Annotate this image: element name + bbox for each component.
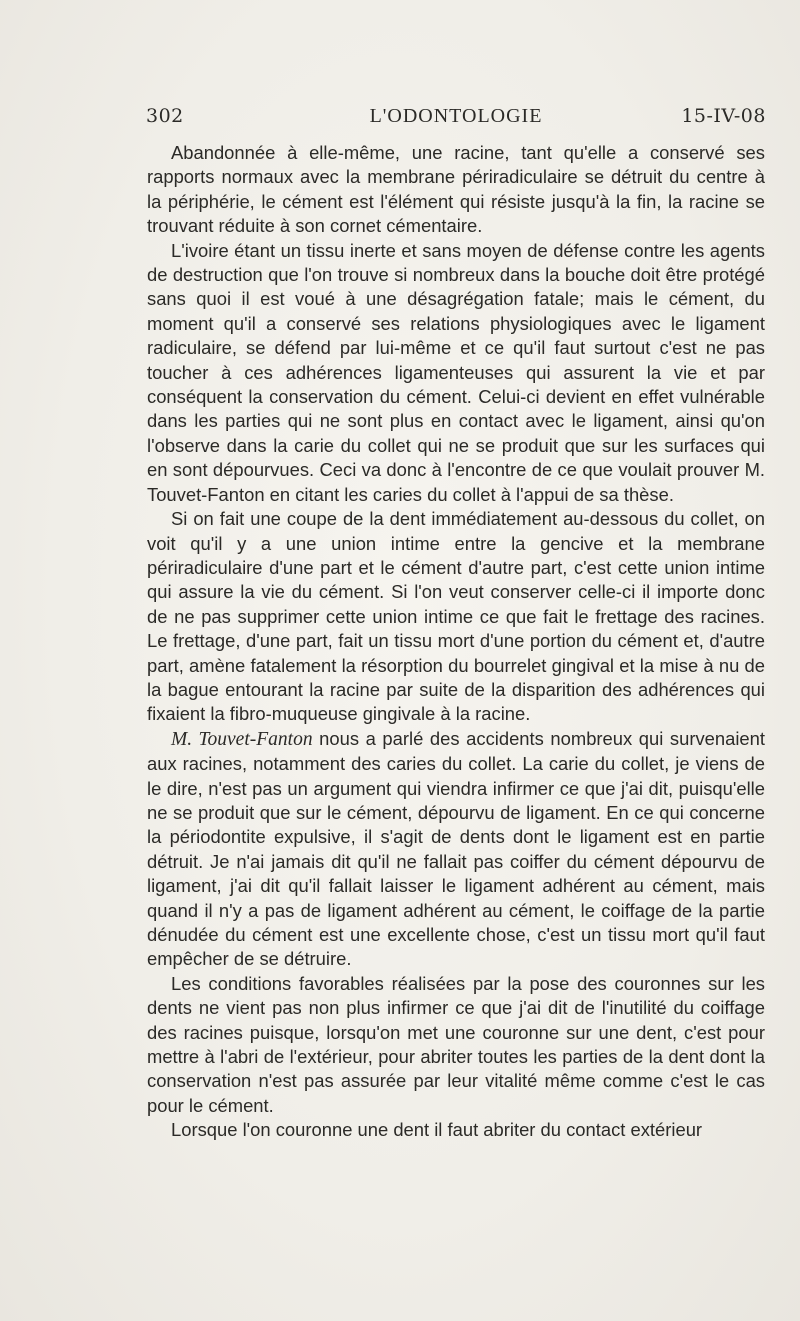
issue-date: 15-IV-08 bbox=[681, 105, 766, 127]
paragraph: Abandonnée à elle-même, une racine, tant qu'elle a conservé ses rapports normaux avec la membrane périradiculaire se détruit du centre à la périphérie, le cément est l'élément qui résiste jusqu'à la fin, la racine se trouvant réduite à son cornet cémentaire. bbox=[147, 142, 765, 237]
paragraph bbox=[147, 727, 765, 972]
paragraph: L'ivoire étant un tissu inerte et sans moyen de défense contre les agents de destruction que l'on trouve si nombreux dans la bouche doit être protégé sans quoi il est voué à une désagrégation fatale; mais le cément, du moment qu'il a conservé ses relations physiologiques avec le ligament radiculaire, se défend par lui-même et ce qu'il faut surtout c'est ne pas toucher à ces adhérences ligamenteuses qui assurent la vie et par conséquent la conservation du cément. Celui-ci devient en effet vulnérable dans les parties qui ne sont plus en contact avec le ligament, ainsi qu'on l'observe dans la carie du collet qui ne se produit que sur les surfaces qui en sont dépourvues. Ceci va donc à l'encontre de ce que voulait prouver M. Touvet-Fanton en citant les caries du collet à l'appui de sa thèse. bbox=[147, 239, 765, 505]
running-header bbox=[146, 105, 766, 135]
paragraph: Si on fait une coupe de la dent immédiatement au-dessous du collet, on voit qu'il y a une union intime entre la gencive et la membrane périradiculaire d'une part et le cément d'autre part, c'est cette union intime qui assure la vie du cément. Si l'on veut conserver celle-ci il importe donc de ne pas supprimer cette union intime ce que fait le frettage des racines. Le frettage, d'une part, fait un tissu mort d'une portion du cément et, d'autre part, amène fatalement la résorption du bourrelet gingival et la mise à nu de la bague entourant la racine par suite de la disparition des adhérences qui fixaient la fibro-muqueuse gingivale à la racine. bbox=[147, 508, 765, 725]
speaker-name: M. Touvet-Fanton bbox=[171, 728, 313, 750]
paragraph-text: nous a parlé des accidents nombreux qui survenaient aux racines, notamment des caries du collet. La carie du collet, je viens de le dire, n'est pas un argument qui viendra infirmer ce que j'ai dit, puisqu'elle ne se produit que sur le cément, dépourvu de ligament. En ce qui concerne la périodontite expulsive, il s'agit de dents dont le ligament est en partie détruit. Je n'ai jamais dit qu'il ne fallait pas coiffer du cément dépourvu de ligament, j'ai dit qu'il fallait laisser le ligament adhérent au cément, mais quand il n'y a pas de ligament adhérent au cément, le coiffage de la partie dénudée du cément est une excellente chose, c'est un tissu mort qu'il faut empêcher de se détruire. bbox=[147, 727, 765, 970]
paragraph: Lorsque l'on couronne une dent il faut abriter du contact extérieur bbox=[171, 1119, 703, 1141]
running-title: L'ODONTOLOGIE bbox=[369, 105, 543, 127]
page-number: 302 bbox=[146, 105, 184, 127]
body-text bbox=[147, 141, 765, 1143]
paragraph: Les conditions favorables réalisées par la pose des couronnes sur les dents ne vient pas non plus infirmer ce que j'ai dit de l'inutilité du coiffage des racines puisque, lorsqu'on met une couronne sur une dent, c'est pour mettre à l'abri de l'extérieur, pour abriter toutes les parties de la dent dont la conservation n'est pas assurée par leur vitalité même comme c'est le cas pour le cément. bbox=[147, 972, 765, 1116]
